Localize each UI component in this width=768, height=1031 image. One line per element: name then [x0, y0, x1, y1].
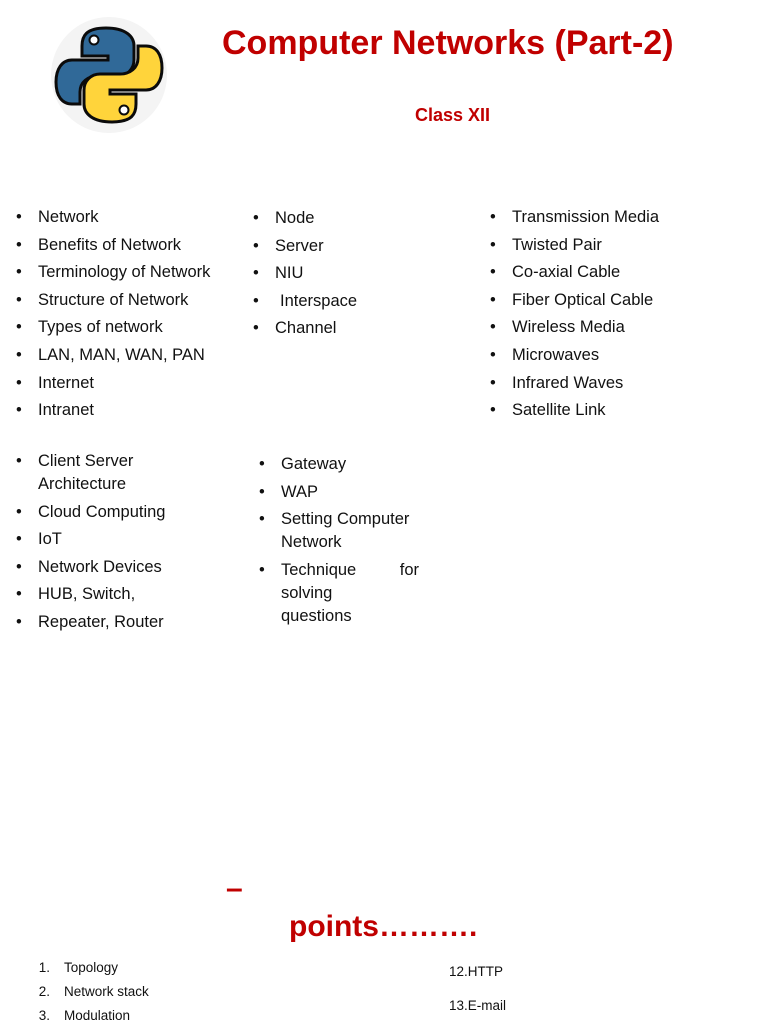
list-item: • Gateway [259, 453, 419, 476]
list-item: • LAN, MAN, WAN, PAN [16, 344, 236, 367]
list-item: • Infrared Waves [490, 372, 710, 395]
list-item-line [281, 559, 419, 582]
list-item-word: for [399, 560, 419, 579]
numbered-list [20, 959, 149, 1031]
list-item: • Node [253, 207, 453, 230]
list-item-number: 1. [38, 960, 50, 975]
list-item: • Twisted Pair [490, 234, 710, 257]
list-item-number: 3. [38, 1008, 50, 1023]
list-item: • Cloud Computing [16, 501, 236, 524]
list-item: • Internet [16, 372, 236, 395]
right-list-item: 12.HTTP [449, 964, 504, 979]
list-item [253, 290, 453, 313]
class-subtitle: Class XII [415, 105, 491, 125]
list-item-text: Topology [64, 960, 119, 975]
list-item [16, 450, 236, 496]
list-item: • Repeater, Router [16, 611, 236, 634]
list-item: • Network Devices [16, 556, 236, 579]
list-item: • IoT [16, 528, 236, 551]
list-item: • Channel [253, 317, 453, 340]
list-item: • Microwaves [490, 344, 710, 367]
topic-list-column-1-bottom [16, 450, 236, 639]
list-item [20, 959, 149, 977]
list-item [259, 508, 419, 554]
list-item: • HUB, Switch, [16, 583, 236, 606]
python-logo-icon [48, 14, 170, 136]
list-item: • Intranet [16, 399, 236, 422]
list-item: • Fiber Optical Cable [490, 289, 710, 312]
list-item: • Transmission Media [490, 206, 710, 229]
topic-list-column-1-top [16, 206, 236, 427]
list-item-text: Network stack [64, 984, 149, 999]
list-item: • Satellite Link [490, 399, 710, 422]
list-item-text: Interspace [280, 291, 358, 310]
list-item: • Network [16, 206, 236, 229]
list-item-line: Setting Computer [281, 510, 410, 529]
page-title: Computer Networks (Part-2) [222, 24, 674, 62]
list-item: • Benefits of Network [16, 234, 236, 257]
list-item-word: • Technique [281, 560, 357, 579]
list-item-line: solving [281, 583, 333, 602]
topic-list-column-2-top [253, 207, 453, 345]
list-item: • Structure of Network [16, 289, 236, 312]
list-item-line: Network [281, 533, 342, 552]
list-item-line: Client Server [38, 452, 134, 470]
list-item [259, 559, 419, 628]
list-item [20, 983, 149, 1001]
list-item: • Terminology of Network [16, 261, 236, 284]
list-item: • Types of network [16, 316, 236, 339]
list-item: • Co-axial Cable [490, 261, 710, 284]
right-list-item: 13.E-mail [449, 998, 507, 1013]
section-dash: – [226, 872, 243, 905]
points-heading: points………. [289, 910, 478, 943]
list-item-number: 2. [38, 984, 50, 999]
list-item: • Server [253, 235, 453, 258]
list-item-line: questions [281, 606, 352, 625]
list-item [20, 1007, 149, 1025]
topic-list-column-2-bottom [259, 453, 419, 632]
list-item-line: Architecture [38, 475, 127, 493]
list-item: • NIU [253, 262, 453, 285]
list-item-text: Modulation [64, 1008, 131, 1023]
list-item: • WAP [259, 481, 419, 504]
list-item: • Wireless Media [490, 316, 710, 339]
topic-list-column-3-top [490, 206, 710, 427]
